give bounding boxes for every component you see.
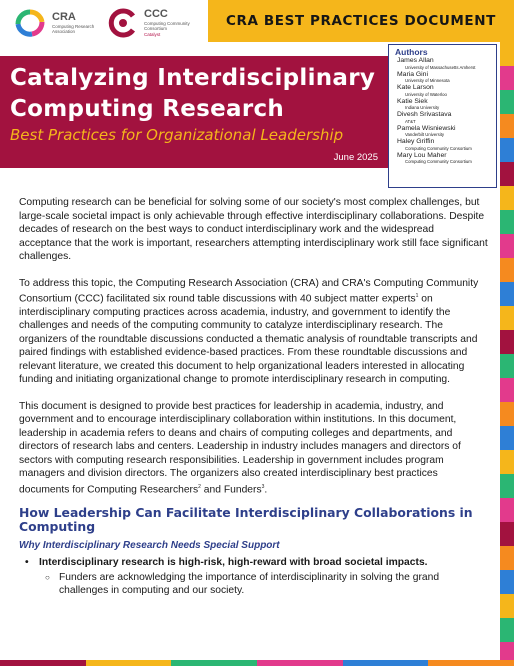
author-entry — [395, 57, 492, 71]
background-paragraph — [19, 277, 489, 387]
paragraph-text: on interdisciplinary computing practices across academia, industry, and government to identify the challenges and needs of the computing community to catalyze interdisciplinary research. The organizers of the roundtable discussions conducted a thematic analysis of roundtable transcripts and paired findings with established evidence-based practices. From these roundtable discussions and relevant literature, we created this document to help organizational leaders interested in allocating funding and initiating organizational change to promote interdisciplinary research in computing. — [19, 293, 478, 386]
author-entry — [395, 71, 492, 85]
document-type-label: CRA BEST PRACTICES DOCUMENT — [226, 13, 496, 29]
page-subtitle: Best Practices for Organizational Leadership — [10, 126, 344, 144]
footnote-ref[interactable]: 2 — [198, 483, 201, 490]
author-entry — [395, 125, 492, 139]
ccc-logo-name: Computing Community Consortium — [144, 20, 190, 31]
author-entry — [395, 111, 492, 125]
paragraph-text: and Funders — [200, 484, 262, 496]
section-heading: How Leadership Can Facilitate Interdisciplinary Collaborations in Computing — [19, 504, 473, 534]
author-affiliation: Computing Community Consortium — [405, 159, 472, 164]
author-affiliation: University of Minnesota — [405, 78, 450, 83]
ccc-logo-abbr: CCC — [144, 7, 168, 20]
ccc-logo — [106, 8, 204, 38]
author-entry — [395, 152, 492, 166]
intro-paragraph: Computing research can be beneficial for solving some of our society's most complex challenges, but large-scale societal impact is only achievable through effective interdisciplinary collaborations. Despite decades of research on the best ways to conduct interdisciplinary work and the widespread acceptance that the work is important, researchers attempting interdisciplinary work still face significant challenges. — [19, 197, 488, 262]
author-affiliation: Vanderbilt University — [405, 132, 445, 137]
author-name: James Allan — [397, 57, 434, 64]
author-name: Divesh Srivastava — [397, 111, 452, 118]
paragraph-text: This document is designed to provide best practices for leadership in academia, industry, and government and to encourage interdisciplinary collaboration within institutions. In this document, leadership in academia refers to deans and chairs of computing colleges and departments, and directors of research labs and centers. Leadership in industry includes managers and directors of sectors with computing research responsibilities. Leadership in government includes program managers and division directors. The organizers also created interdisciplinary best practices documents for Computing Researchers — [19, 400, 461, 496]
document-type-banner — [208, 0, 514, 42]
paragraph-text: To address this topic, the Computing Research Association (CRA) and CRA's Computing Community Consortium (CCC) facilitated six round table discussions with 40 subject matter experts — [19, 277, 479, 305]
author-entry — [395, 138, 492, 152]
decorative-bottom-strip — [0, 660, 514, 666]
author-name: Katie Siek — [397, 97, 428, 105]
footnote-ref[interactable]: 1 — [415, 293, 419, 299]
author-affiliation: University of Waterloo — [405, 91, 447, 97]
cra-logo-name: Computing Research Association — [52, 23, 95, 34]
cra-logo-abbr: CRA — [52, 10, 76, 23]
document-body — [19, 196, 489, 598]
ccc-logo-tagline: Catalyst — [144, 32, 161, 38]
footnote-ref[interactable]: 3 — [261, 483, 265, 490]
author-name: Pamela Wisniewski — [397, 124, 456, 132]
authors-heading: Authors — [395, 47, 428, 57]
author-entry — [395, 98, 492, 112]
sub-bullet-item: ○ Funders are acknowledging the importance of interdisciplinarity in solving the grand challenges in computing and our society. — [19, 571, 489, 598]
authors-box — [388, 44, 497, 188]
author-name: Mary Lou Maher — [397, 151, 447, 159]
subsection-heading: Why Interdisciplinary Research Needs Special Support — [19, 539, 280, 551]
author-affiliation: University of Massachusetts Amherst — [405, 64, 476, 70]
author-entry — [395, 84, 492, 98]
author-name: Maria Gini — [397, 70, 428, 78]
author-affiliation: AT&T — [405, 118, 416, 124]
author-name: Kate Larson — [397, 84, 434, 91]
cra-logo — [12, 8, 112, 38]
cra-logo-icon — [12, 8, 48, 38]
publication-date: June 2025 — [333, 152, 378, 163]
author-affiliation: Computing Community Consortium — [405, 145, 472, 151]
scope-paragraph — [19, 400, 489, 497]
bullet-item: • Interdisciplinary research is high-risk, high-reward with broad societal impacts. — [19, 556, 489, 569]
ccc-logo-icon — [106, 8, 140, 38]
decorative-edge — [500, 42, 514, 666]
title-banner — [0, 56, 388, 168]
paragraph-text: . — [264, 484, 268, 496]
page-title: Catalyzing Interdisciplinary Computing Research — [10, 65, 376, 122]
author-affiliation: Indiana University — [405, 105, 440, 110]
author-name: Haley Griffin — [397, 138, 435, 145]
